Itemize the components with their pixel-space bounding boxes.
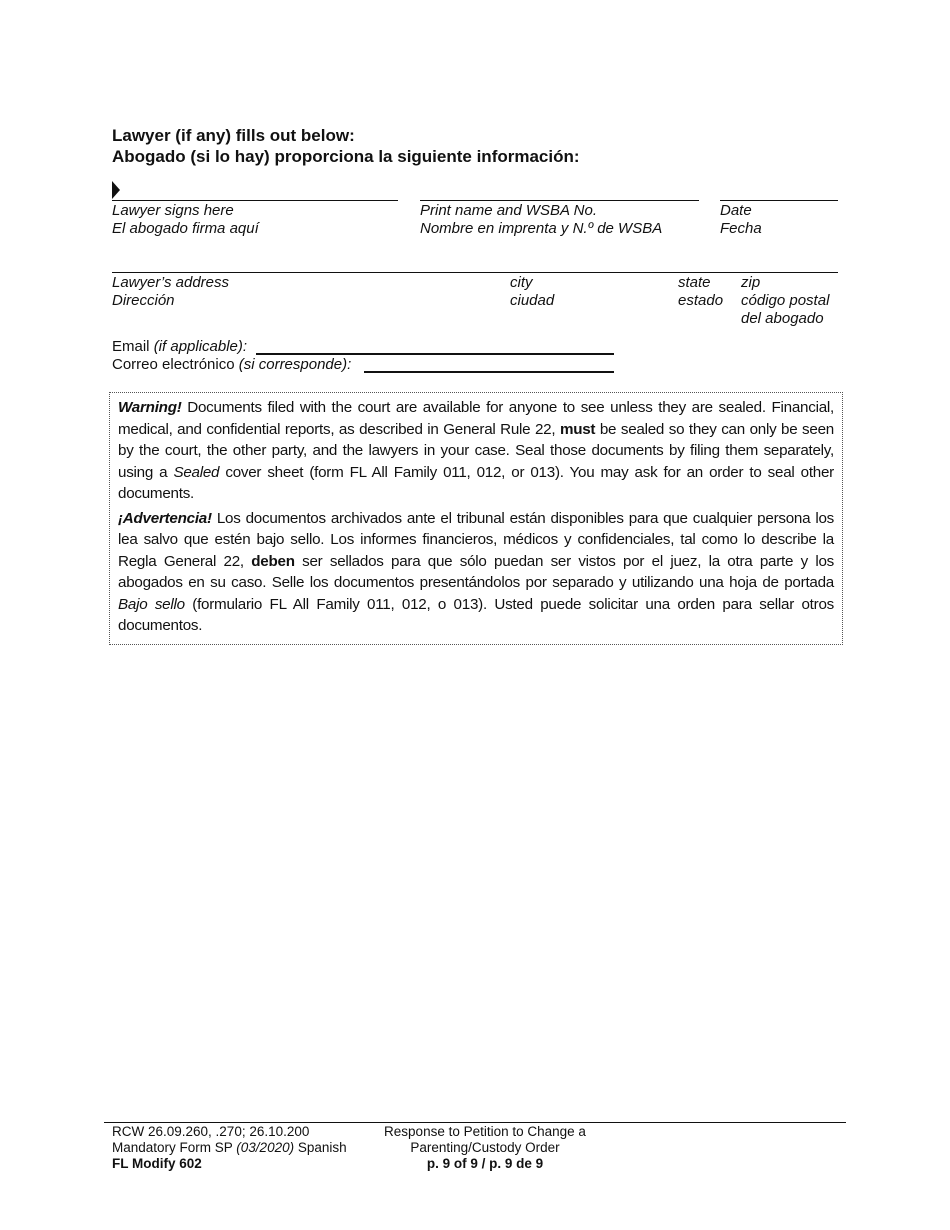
email-field-line-spanish[interactable] [364, 371, 614, 373]
footer-form-id: FL Modify 602 [112, 1156, 202, 1171]
section-heading [112, 125, 580, 167]
date-line[interactable] [720, 200, 838, 201]
print-name-label: Print name and WSBA No. Nombre en imprenta y N.º de WSBA [420, 202, 663, 237]
state-label: state estado [678, 274, 724, 309]
footer-mandatory-form: Mandatory Form SP (03/2020) Spanish [112, 1140, 347, 1155]
footer-page-number: p. 9 of 9 / p. 9 de 9 [426, 1156, 544, 1171]
footer-rcw: RCW 26.09.260, .270; 26.10.200 [112, 1124, 310, 1139]
footer-title-1: Response to Petition to Change a [384, 1124, 586, 1139]
zip-label: zip código postal del abogado [741, 274, 830, 327]
warning-spanish: ¡Advertencia! Los documentos archivados ante el tribunal están disponibles para que cualquier persona los lea salvo que estén bajo sello. Los informes financieros, médicos y confidenciales, tal como lo describe la Regla General 22, deben ser sellados para que sólo puedan ser vistos por el juez, la otra parte y los abogados en su caso. Selle los documentos presentándolos por separado y utilizando una hoja de portada Bajo sello (formulario FL All Family 011, 012, o 013). Usted puede solicitar una orden para sellar otros documentos. [118, 509, 834, 634]
address-line[interactable] [112, 272, 838, 273]
heading-english: Lawyer (if any) fills out below: [112, 126, 355, 145]
lawyer-signature-line[interactable] [112, 200, 398, 201]
sign-here-arrow-icon [112, 181, 120, 199]
sealing-warning-box [109, 392, 843, 645]
footer-title-2: Parenting/Custody Order [410, 1140, 560, 1155]
footer-left [112, 1124, 347, 1172]
email-label-english: Email (if applicable): [112, 338, 248, 355]
heading-spanish: Abogado (si lo hay) proporciona la siguiente información: [112, 147, 580, 166]
footer-center [360, 1124, 610, 1172]
email-field-line[interactable] [256, 353, 614, 355]
warning-english: Warning! Documents filed with the court are available for anyone to see unless they are sealed. Financial, medical, and confidential reports, as described in General Rule 22, must be sealed so they can only be seen by the court, the other party, and the lawyers in your case. Seal those documents by filing them separately, using a Sealed cover sheet (form FL All Family 011, 012, or 013). You may ask for an order to seal other documents. [118, 399, 834, 502]
signature-label: Lawyer signs here El abogado firma aquí [112, 202, 259, 237]
date-label: Date Fecha [720, 202, 762, 237]
email-label-spanish: Correo electrónico (si corresponde): [112, 356, 352, 373]
footer-divider [104, 1122, 846, 1123]
address-label: Lawyer’s address Dirección [112, 274, 230, 309]
print-name-line[interactable] [420, 200, 699, 201]
city-label: city ciudad [510, 274, 555, 309]
